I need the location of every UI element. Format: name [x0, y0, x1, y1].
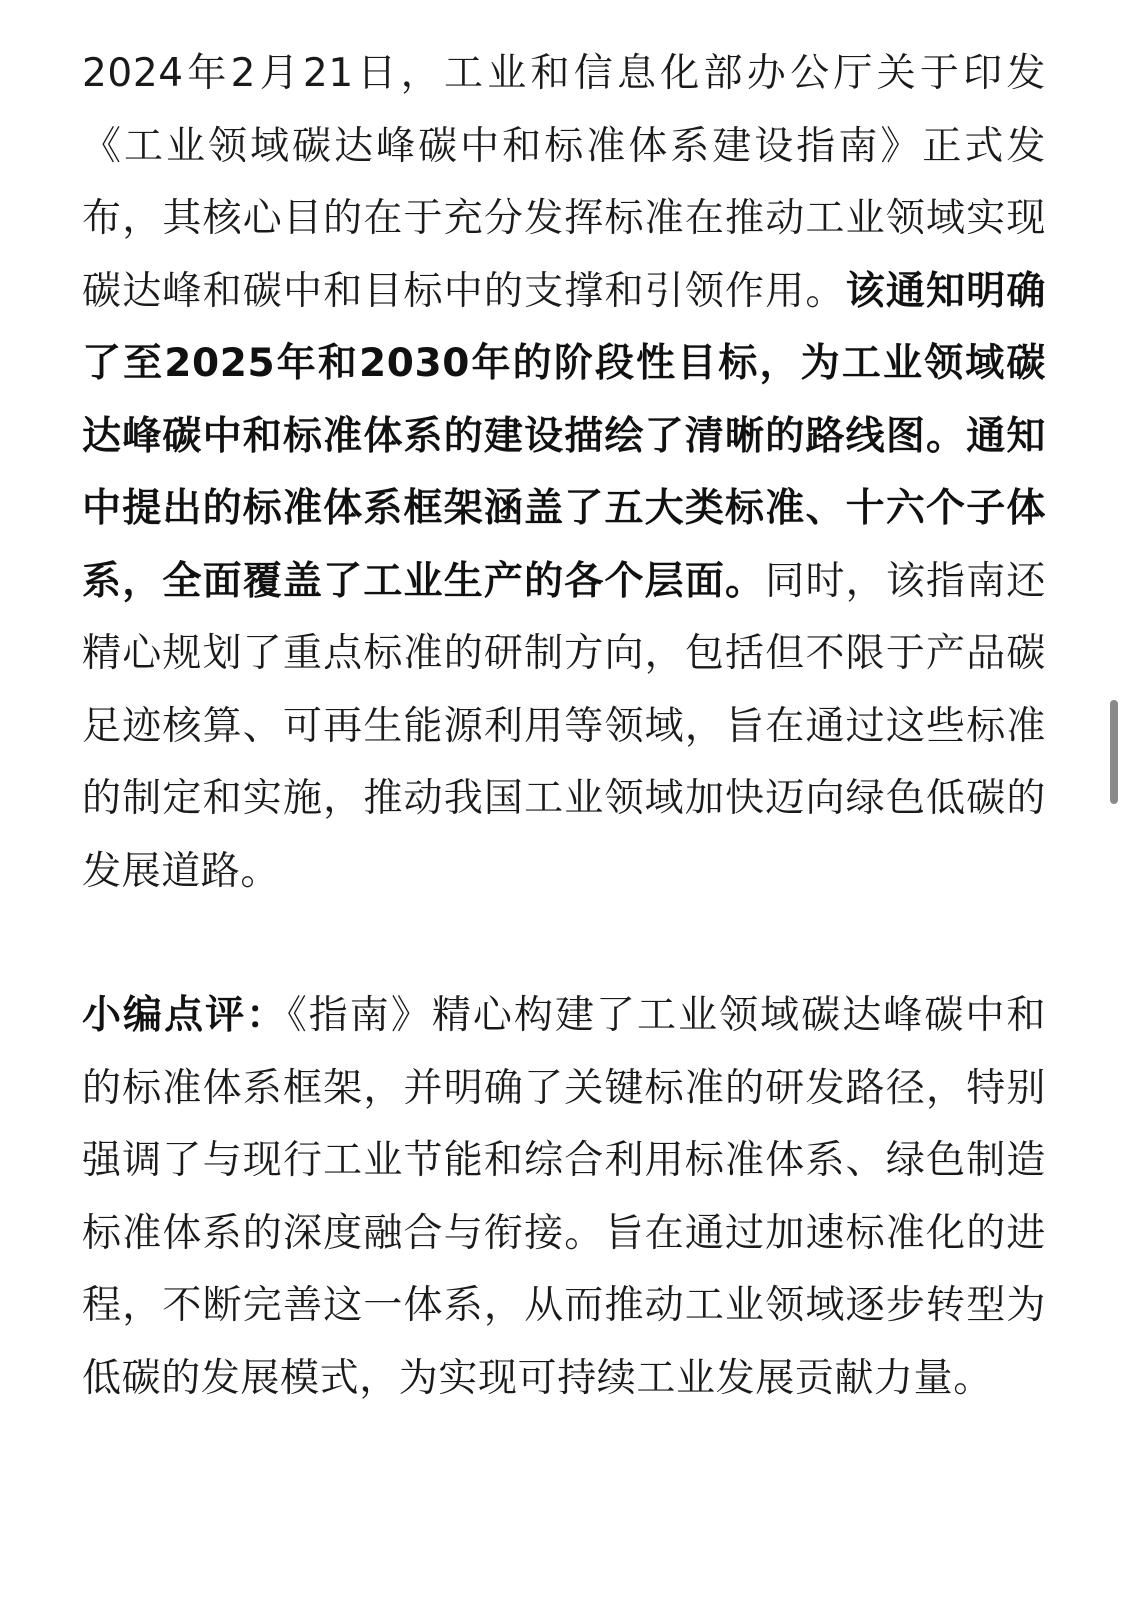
editor-comment-text: 《指南》精心构建了工业领域碳达峰碳中和的标准体系框架，并明确了关键标准的研发路径，特别强调了与现行工业节能和综合利用标准体系、绿色制造标准体系的深度融合与衔接。旨在通过加速标准化的进程，不断完善这一体系，从而推动工业领域逐步转型为低碳的发展模式，为实现可持续工业发展贡献力量。 [82, 993, 1046, 1401]
article-body [82, 38, 1046, 1415]
news-detail-text: 同时，该指南还精心规划了重点标准的研制方向，包括但不限于产品碳足迹核算、可再生能源利用等领域，旨在通过这些标准的制定和实施，推动我国工业领域加快迈向绿色低碳的发展道路。 [82, 558, 1046, 894]
news-intro-text: 2024年2月21日，工业和信息化部办公厅关于印发《工业领域碳达峰碳中和标准体系建设指南》正式发布，其核心目的在于充分发挥标准在推动工业领域实现碳达峰和碳中和目标中的支撑和引领作用。 [82, 51, 1046, 314]
news-highlight-text: 该通知明确了至2025年和2030年的阶段性目标，为工业领域碳达峰碳中和标准体系的建设描绘了清晰的路线图。通知中提出的标准体系框架涵盖了五大类标准、十六个子体系，全面覆盖了工业生产的各个层面。 [82, 268, 1046, 604]
news-paragraph [82, 38, 1046, 908]
editor-comment-label: 小编点评： [82, 993, 288, 1038]
editor-comment-paragraph [82, 980, 1046, 1415]
vertical-scrollbar[interactable] [1110, 700, 1118, 804]
